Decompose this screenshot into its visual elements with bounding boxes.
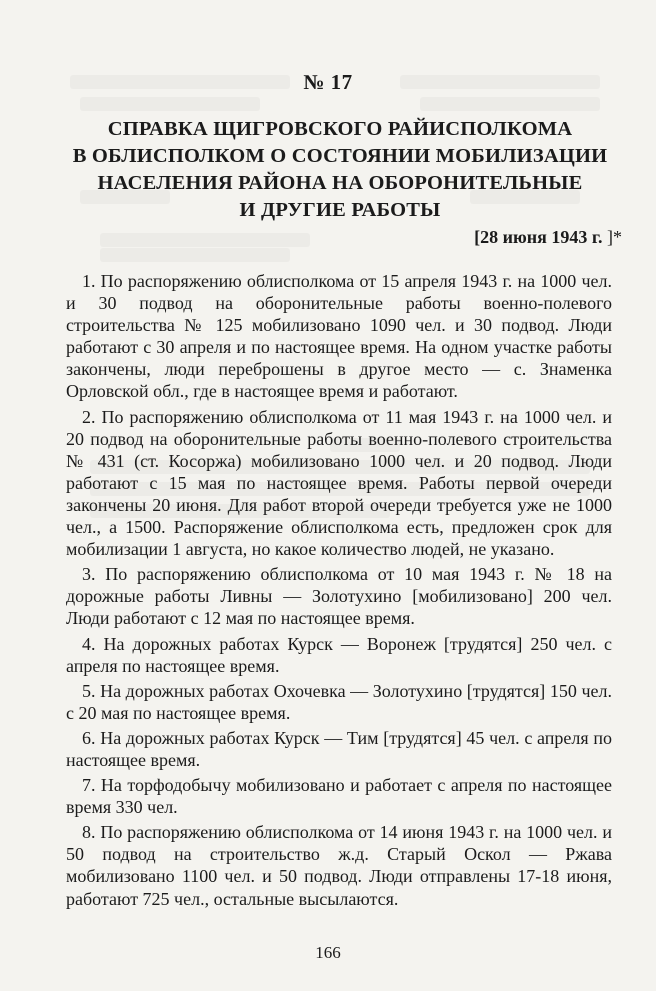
document-title xyxy=(60,116,620,224)
paragraph-3: 3. По распоряжению облисполкома от 10 мая 1943 г. № 18 на дорожные работы Ливны — Золотухино [мобилизовано] 200 чел. Люди работают с 12 мая по настоящее время. xyxy=(66,564,612,629)
paragraph-7: 7. На торфодобычу мобилизовано и работает с апреля по настоящее время 330 чел. xyxy=(66,775,612,818)
paragraph-1: 1. По распоряжению облисполкома от 15 апреля 1943 г. на 1000 чел. и 30 подвод на оборонительные работы военно-полевого строительства № 125 мобилизовано 1090 чел. и 30 подвод. Люди работают с 30 апреля и по настоящее время. На одном участке работы закончены, люди переброшены в другое место — с. Знаменка Орловской обл., где в настоящее время и работают. xyxy=(66,271,612,402)
paragraph-5: 5. На дорожных работах Охочевка — Золотухино [трудятся] 150 чел. с 20 мая по настоящее время. xyxy=(66,680,612,723)
document-date-footnote-mark: ]* xyxy=(602,227,622,247)
paragraph-2: 2. По распоряжению облисполкома от 11 мая 1943 г. на 1000 чел. и 20 подвод на оборонительные работы военно-полевого строительства № 431 (ст. Косоржа) мобилизовано 1000 чел. и 20 подвод. Люди работают с 15 мая по настоящее время. Работы первой очереди закончены 20 июня. Для работ второй очереди требуется уже не 1000 чел., а 1500. Распоряжение облисполкома есть, предложен срок для мобилизации 1 августа, но какое количество людей, не указано. xyxy=(66,406,612,560)
page-number: 166 xyxy=(315,943,341,962)
document-number: № 17 xyxy=(303,70,353,94)
paragraph-4: 4. На дорожных работах Курск — Воронеж [трудятся] 250 чел. с апреля по настоящее время. xyxy=(66,633,612,676)
document-date-value: [28 июня 1943 г. xyxy=(474,227,603,247)
document-date xyxy=(474,227,622,248)
title-line: И ДРУГИЕ РАБОТЫ xyxy=(239,199,441,221)
title-line: СПРАВКА ЩИГРОВСКОГО РАЙИСПОЛКОМА xyxy=(107,118,573,140)
paragraph-8: 8. По распоряжению облисполкома от 14 июня 1943 г. на 1000 чел. и 50 подвод на строительство ж.д. Старый Оскол — Ржава мобилизовано 1100 чел. и 50 подвод. Люди отправлены 17-18 июня, работают 725 чел., остальные высылаются. xyxy=(66,822,612,909)
title-line: НАСЕЛЕНИЯ РАЙОНА НА ОБОРОНИТЕЛЬНЫЕ xyxy=(97,172,583,194)
paragraph-6: 6. На дорожных работах Курск — Тим [трудятся] 45 чел. с апреля по настоящее время. xyxy=(66,727,612,770)
document-body xyxy=(66,270,612,913)
title-line: В ОБЛИСПОЛКОМ О СОСТОЯНИИ МОБИЛИЗАЦИИ xyxy=(72,145,608,167)
